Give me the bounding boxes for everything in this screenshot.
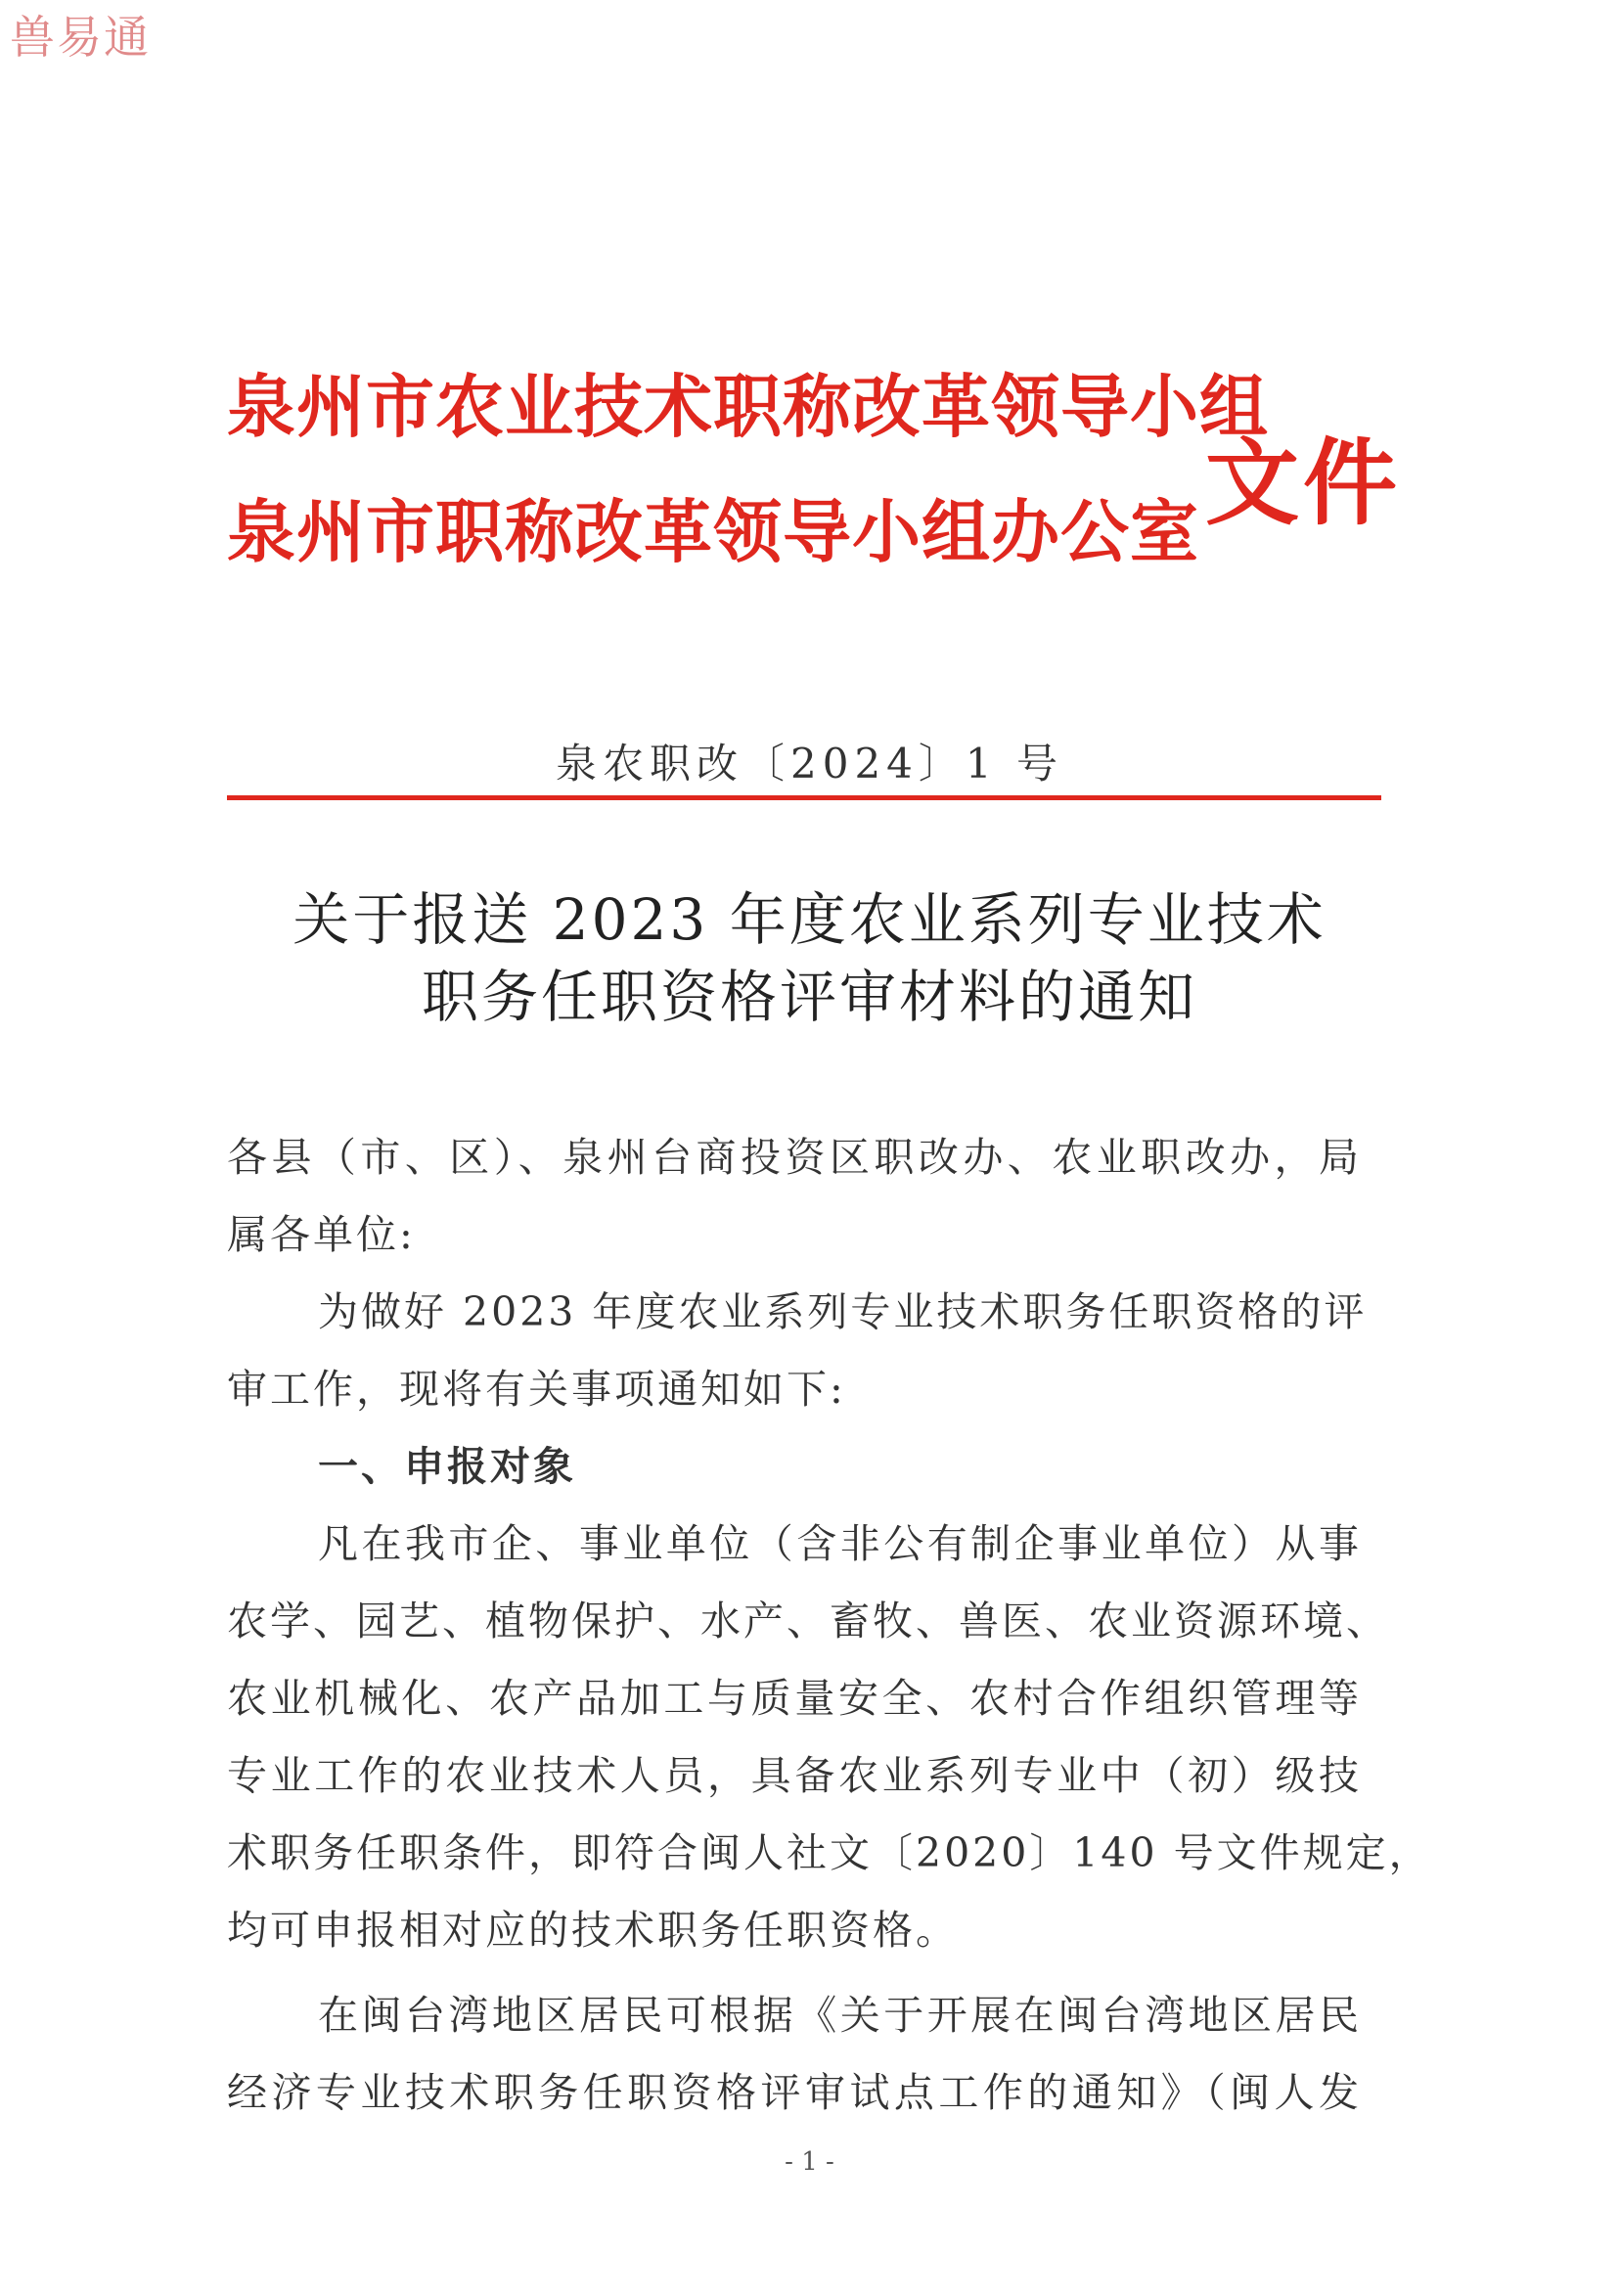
- paragraph-line: 经济专业技术职务任职资格评审试点工作的通知》（闽人发: [227, 2069, 1362, 2116]
- document-number: 泉农职改〔2024〕1 号: [556, 740, 1063, 788]
- paragraph-line: 凡在我市企、事业单位（含非公有制企事业单位）从事: [318, 1520, 1362, 1567]
- section-heading: 一、申报对象: [318, 1443, 576, 1490]
- issuer-line-1: 泉州市农业技术职称改革领导小组: [227, 367, 1269, 447]
- paragraph-line: 术职务任职条件，即符合闽人社文〔2020〕140 号文件规定，: [227, 1829, 1432, 1876]
- intro-line-2: 审工作，现将有关事项通知如下:: [227, 1366, 846, 1413]
- page-number: - 1 -: [785, 2147, 834, 2177]
- paragraph-line: 在闽台湾地区居民可根据《关于开展在闽台湾地区居民: [318, 1992, 1362, 2039]
- intro-line-1: 为做好 2023 年度农业系列专业技术职务任职资格的评: [318, 1288, 1368, 1335]
- paragraph-line: 专业工作的农业技术人员，具备农业系列专业中（初）级技: [227, 1752, 1362, 1799]
- watermark: 兽易通: [10, 11, 151, 64]
- salutation-line-1: 各县（市、区）、泉州台商投资区职改办、农业职改办，局: [227, 1134, 1362, 1181]
- paragraph-line: 农业机械化、农产品加工与质量安全、农村合作组织管理等: [227, 1675, 1362, 1722]
- title-line-1: 关于报送 2023 年度农业系列专业技术: [292, 886, 1327, 953]
- document-label: 文件: [1205, 428, 1401, 538]
- issuer-line-2: 泉州市职称改革领导小组办公室: [227, 492, 1199, 572]
- title-line-2: 职务任职资格评审材料的通知: [421, 964, 1197, 1030]
- red-divider: [227, 795, 1381, 800]
- paragraph-line: 均可申报相对应的技术职务任职资格。: [227, 1907, 959, 1954]
- salutation-line-2: 属各单位:: [227, 1211, 416, 1258]
- paragraph-line: 农学、园艺、植物保护、水产、畜牧、兽医、农业资源环境、: [227, 1598, 1389, 1644]
